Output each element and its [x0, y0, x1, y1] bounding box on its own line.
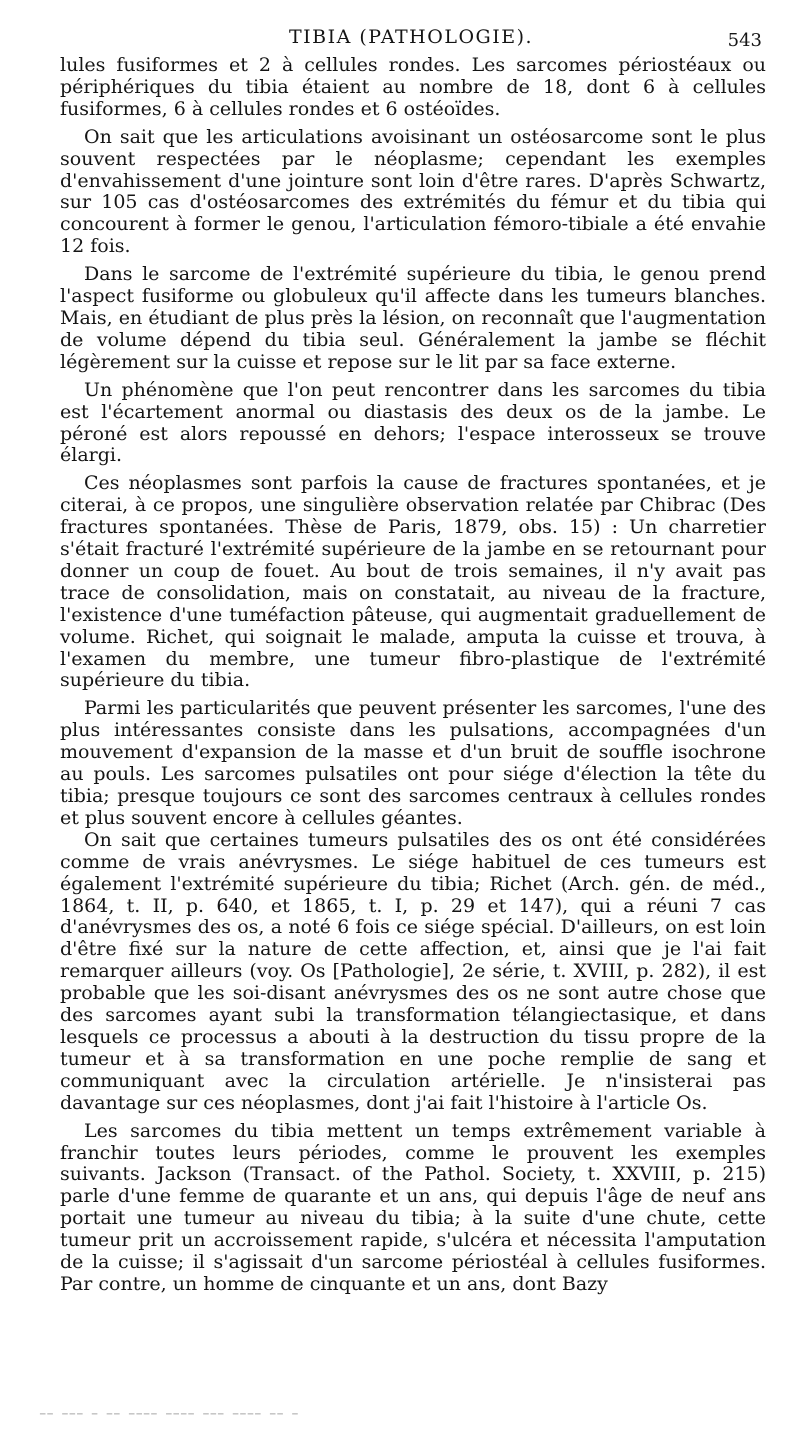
paragraph-8: Les sarcomes du tibia mettent un temps extrêmement variable à franchir toutes leurs périodes, comme le prouvent les exemples suivants. Jackson (Transact. of the Pathol. Society, t. XXVIII, p. 215) parle d'une femme de quarante et un ans, qui depuis l'âge de neuf ans portait une tumeur au niveau du tibia; à la suite d'une chute, cette tumeur prit un accroissement rapide, s'ulcéra et nécessita l'amputation de la cuisse; il s'agissait d'un sarcome périostéal à cellules fusiformes. Par contre, un homme de cinquante et un ans, dont Bazy: [60, 1119, 766, 1295]
scan-artifact-dashes: ── ─── ─ ── ──── ──── ─── ──── ── ─: [40, 1410, 300, 1420]
paragraph-5: Ces néoplasmes sont parfois la cause de fractures spontanées, et je citerai, à ce propos, une singulière observation relatée par Chibrac (Des fractures spontanées. Thèse de Paris, 1879, obs. 15) : Un charretier s'était fracturé l'extrémité supérieure de la jambe en se retournant pour donner un coup de fouet. Au bout de trois semaines, il n'y avait pas trace de consolidation, mais on constatait, au niveau de la fracture, l'existence d'une tuméfaction pâteuse, qui augmentait graduellement de volume. Richet, qui soignait le malade, amputa la cuisse et trouva, à l'examen du membre, une tumeur fibro-plastique de l'extrémité supérieure du tibia.: [60, 472, 766, 692]
paragraph-4: Un phénomène que l'on peut rencontrer dans les sarcomes du tibia est l'écartement anormal ou diastasis des deux os de la jambe. Le péroné est alors repoussé en dehors; l'espace interosseux se trouve élargi.: [60, 378, 766, 467]
paragraph-7: On sait que certaines tumeurs pulsatiles des os ont été considérées comme de vrais anévrysmes. Le siége habituel de ces tumeurs est également l'extrémité supérieure du tibia; Richet (Arch. gén. de méd., 1864, t. II, p. 640, et 1865, t. I, p. 29 et 147), qui a réuni 7 cas d'anévrysmes des os, a noté 6 fois ce siége spécial. D'ailleurs, on est loin d'être fixé sur la nature de cette affection, et, ainsi que je l'ai fait remarquer ailleurs (voy. Os [Pathologie], 2e série, t. XVIII, p. 282), il est probable que les soi-disant anévrysmes des os ne sont autre chose que des sarcomes ayant subi la transformation télangiectasique, et dans lesquels ce processus a abouti à la destruction du tissu propre de la tumeur et à sa transformation en une poche remplie de sang et communiquant avec la circulation artérielle. Je n'insisterai pas davantage sur ces néoplasmes, dont j'ai fait l'histoire à l'article Os.: [60, 828, 766, 1114]
body-text: [60, 55, 766, 1296]
running-title: TIBIA (PATHOLOGIE).: [288, 26, 534, 48]
page-header: [60, 22, 762, 52]
paragraph-3: Dans le sarcome de l'extrémité supérieure du tibia, le genou prend l'aspect fusiforme ou globuleux qu'il affecte dans les tumeurs blanches. Mais, en étudiant de plus près la lésion, on reconnaît que l'augmentation de volume dépend du tibia seul. Généralement la jambe se fléchit légèrement sur la cuisse et repose sur le lit par sa face externe.: [60, 263, 766, 373]
page-number: 543: [727, 30, 762, 51]
paragraph-1: lules fusiformes et 2 à cellules rondes. Les sarcomes périostéaux ou périphériques du tibia étaient au nombre de 18, dont 6 à cellules fusiformes, 6 à cellules rondes et 6 ostéoïdes.: [60, 54, 766, 120]
paragraph-6: Parmi les particularités que peuvent présenter les sarcomes, l'une des plus intéressantes consiste dans les pulsations, accompagnées d'un mouvement d'expansion de la masse et d'un bruit de souffle isochrone au pouls. Les sarcomes pulsatiles ont pour siége d'élection la tête du tibia; presque toujours ce sont des sarcomes centraux à cellules rondes et plus souvent encore à cellules géantes.: [60, 697, 766, 829]
paragraph-2: On sait que les articulations avoisinant un ostéosarcome sont le plus souvent respectées par le néoplasme; cependant les exemples d'envahissement d'une jointure sont loin d'être rares. D'après Schwartz, sur 105 cas d'ostéosarcomes des extrémités du fémur et du tibia qui concourent à former le genou, l'articulation fémoro-tibiale a été envahie 12 fois.: [60, 125, 766, 258]
